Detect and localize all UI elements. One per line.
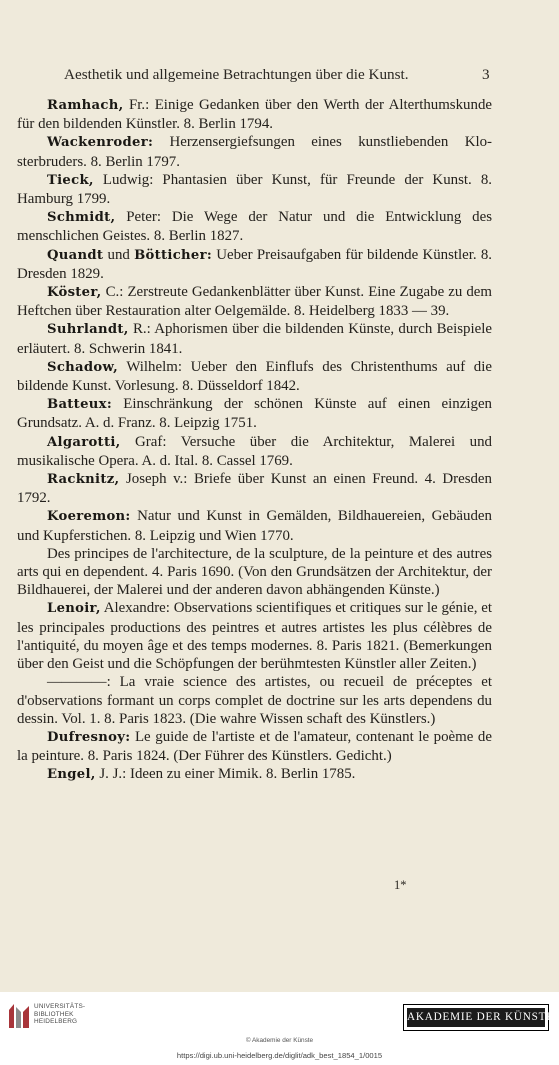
author-name: Ramhach, — [47, 98, 124, 113]
entry-text: und — [103, 246, 135, 263]
bibliography-entry — [17, 599, 492, 673]
entry-text: Herzensergiefsungen eines kunstliebenden Klosterbruders. 8. Berlin 1797. — [17, 134, 492, 170]
running-title: Aesthetik und allgemeine Betrachtungen über die Kunst. — [64, 66, 409, 83]
university-library-logo-icon — [7, 1002, 31, 1030]
entry-text: C.: Zerstreute Gedankenblätter über Kunst. Eine Zugabe zu dem Heftchen über Restauration alter Oelgemälde. 8. Heidelberg 1833 — 39. — [17, 284, 492, 320]
entry-text: Le guide de l'artiste et de l'amateur, contenant le poème de la peinture. 8. Paris 1824. (Der Führer des Künstlers. Gedicht.) — [17, 728, 492, 765]
author-name: Batteux: — [47, 397, 112, 413]
bibliography-entry — [17, 728, 492, 765]
bibliography-entry — [17, 545, 492, 600]
library-name: UNIVERSITÄTS- BIBLIOTHEK HEIDELBERG — [34, 1003, 86, 1025]
entry-text: Fr.: Einige Gedanken über den Werth der Alterthumskunde für den bildenden Künstler. 8. Berlin 1794. — [17, 97, 492, 133]
entry-text: Peter: Die Wege der Natur und die Entwicklung des menschlichen Geistes. 8. Berlin 1827. — [17, 209, 492, 245]
digitization-footer — [0, 992, 559, 1065]
author-name: Algarotti, — [47, 434, 121, 450]
author-name: Tieck, — [47, 172, 94, 188]
bibliography-entry — [17, 395, 492, 432]
bibliography-entry — [17, 133, 492, 170]
page-number: 3 — [482, 66, 490, 83]
bibliography-entry — [17, 433, 492, 470]
entry-text: Joseph v.: Briefe über Kunst an einen Freund. 4. Dresden 1792. — [17, 471, 492, 507]
entry-text: Graf: Versuche über die Architektur, Malerei und musikalische Opera. A. d. Ital. 8. Cassel 1769. — [17, 433, 492, 469]
entry-text: Einschränkung der schönen Künste auf einen einzigen Grundsatz. A. d. Franz. 8. Leipzig 1751. — [17, 396, 492, 432]
author-name: Wackenroder: — [47, 135, 154, 151]
author-name: Schmidt, — [47, 210, 116, 226]
running-header — [0, 66, 559, 88]
entry-text: Ueber Preisaufgaben für bildende Künstler. 8. Dresden 1829. — [17, 246, 492, 282]
author-name: Bötticher: — [134, 247, 213, 263]
author-name: Suhrlandt, — [47, 322, 129, 338]
entry-text: Wilhelm: Ueber den Einflufs des Christenthums auf die bildende Kunst. Vorlesung. 8. Düsseldorf 1842. — [17, 358, 492, 395]
author-name: Koeremon: — [47, 509, 131, 525]
author-name: Schadow, — [47, 359, 118, 375]
signature-mark: 1* — [394, 878, 407, 892]
author-name: Racknitz, — [47, 472, 120, 488]
entry-text: R.: Aphorismen über die bildenden Künste, durch Beispiele erläutert. 8. Schwerin 1841. — [17, 321, 492, 357]
author-name: Engel, — [47, 767, 96, 783]
source-url-link[interactable]: https://digi.ub.uni-heidelberg.de/diglit/adk_best_1854_1/0015 — [176, 1051, 383, 1060]
bibliography-entry — [17, 171, 492, 208]
akademie-badge[interactable] — [403, 1004, 554, 1031]
author-name: Quandt — [47, 247, 104, 263]
bibliography-entry — [17, 283, 492, 320]
bibliography-entry — [17, 246, 492, 283]
entry-text: Des principes de l'architecture, de la sculpture, de la peinture et des autres arts qui en dependent. 4. Paris 1690. (Von den Grundsätzen der Architektur, der Bildhauerei, der Malerei und der anderen davon abhängenden Künste.) — [17, 545, 492, 599]
bibliography-entry — [17, 96, 492, 133]
author-name: Köster, — [47, 285, 102, 301]
entry-text: J. J.: Ideen zu einer Mimik. 8. Berlin 1785. — [95, 766, 356, 783]
bibliography-entry — [17, 765, 492, 784]
bibliography-entry — [17, 320, 492, 357]
akademie-badge-label: AKADEMIE DER KÜNSTE — [407, 1008, 545, 1027]
entry-text: Alexandre: Observations scientifiques et critiques sur le génie, et les principales productions des peintres et autres artistes les plus célèbres de l'antiquité, du moyen âge et des temps modernes. 8. Paris 1821. (Bemerkungen über den Geist und die Schöpfungen der berühmtesten Künstler aller Zeiten.) — [17, 600, 492, 673]
entry-text: Natur und Kunst in Gemälden, Bildhauereien, Gebäuden und Kupferstichen. 8. Leipzig und Wien 1770. — [17, 508, 492, 544]
bibliography-entry — [17, 470, 492, 507]
author-name: Lenoir, — [47, 601, 101, 617]
copyright-notice: © Akademie der Künste — [245, 1037, 314, 1044]
bibliography-entry — [17, 208, 492, 245]
entry-text: Ludwig: Phantasien über Kunst, für Freunde der Kunst. 8. Hamburg 1799. — [17, 171, 492, 208]
entry-text: ————: La vraie science des artistes, ou recueil de préceptes et d'observations formant un corps complet de doctrine sur les arts dependens du dessin. Vol. 1. 8. Paris 1823. (Die wahre Wissen schaft des Künstlers.) — [17, 674, 492, 727]
bibliography-list — [17, 96, 492, 785]
author-name: Dufresnoy: — [47, 729, 131, 745]
bibliography-entry — [17, 673, 492, 728]
bibliography-entry — [17, 358, 492, 395]
bibliography-entry — [17, 507, 492, 544]
